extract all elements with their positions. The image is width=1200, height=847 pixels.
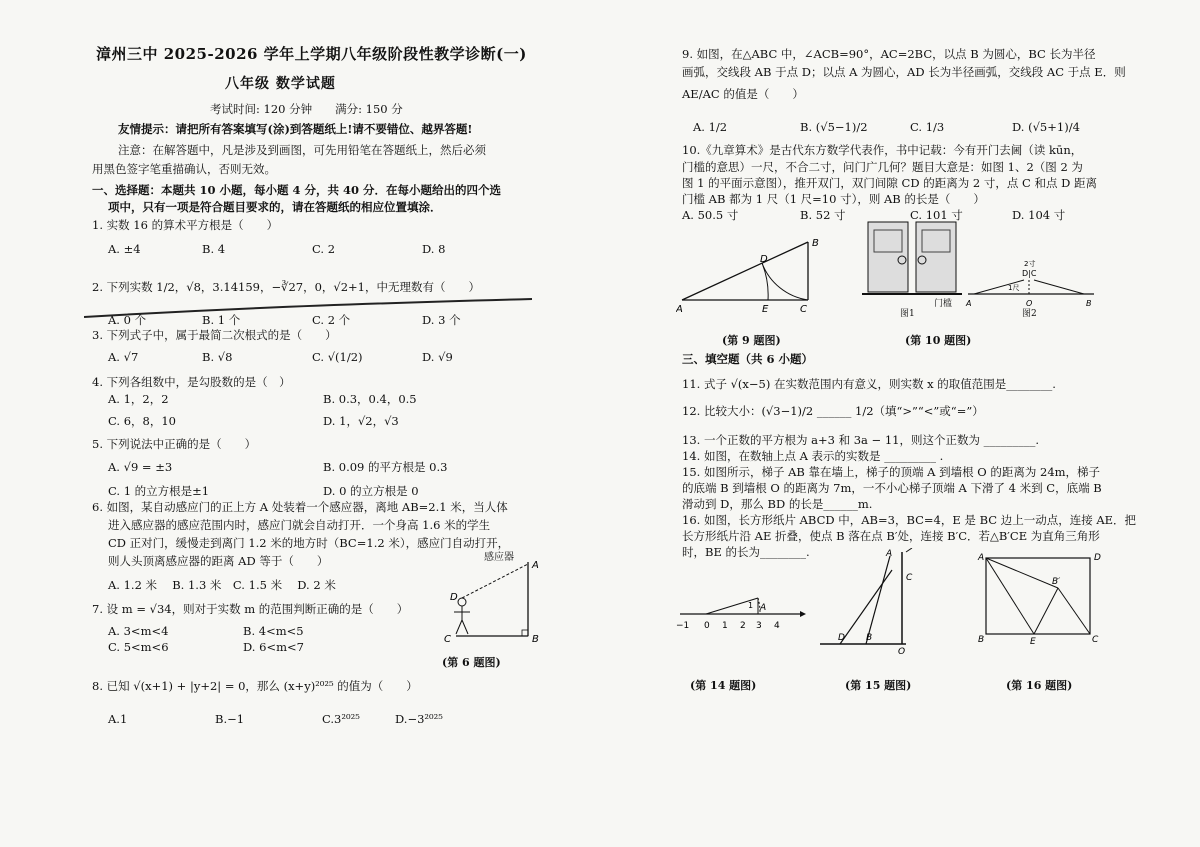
q4-option-a: A. 1，2，2	[108, 392, 169, 406]
torn-edge-line	[84, 295, 534, 321]
q15-figure	[820, 548, 920, 658]
q9-option-c: C. 1/3	[910, 120, 945, 134]
q7-option-d: D. 6<m<7	[243, 640, 304, 654]
svg-text:A: A	[886, 549, 893, 559]
exam-subtitle: 八年级 数学试题	[225, 76, 336, 92]
q3-stem: 3. 下列式子中，属于最简二次根式的是（ ）	[92, 328, 337, 342]
q10-option-b: B. 52 寸	[800, 208, 846, 222]
q9-figure	[676, 236, 826, 318]
q10-fig1-label: 图1	[900, 309, 915, 319]
q3-option-a: A. √7	[108, 350, 139, 364]
q3-option-b: B. √8	[202, 350, 233, 364]
svg-text:B′: B′	[1052, 577, 1061, 587]
svg-text:D: D	[760, 254, 768, 265]
q2-option-c: C. 2 个	[312, 313, 351, 327]
q4-option-b: B. 0.3，0.4，0.5	[323, 392, 417, 406]
svg-text:2寸: 2寸	[1024, 260, 1036, 268]
q9-option-b: B. (√5−1)/2	[800, 120, 868, 134]
q6-options: A. 1.2 米 B. 1.3 米 C. 1.5 米 D. 2 米	[108, 578, 336, 592]
q5-option-c: C. 1 的立方根是±1	[108, 484, 210, 498]
q5-option-a: A. √9 = ±3	[108, 460, 173, 474]
q14: 14. 如图，在数轴上点 A 表示的实数是 _________ .	[682, 449, 944, 463]
q15-line-3: 滑动到 D，那么 BD 的长是______m.	[682, 497, 873, 511]
q16-line-3: 时，BE 的长为________.	[682, 545, 810, 559]
svg-text:A: A	[532, 560, 539, 571]
q15-line-2: 的底端 B 到墙根 O 的距离为 7m，一不小心梯子顶端 A 下滑了 4 米到 C，底端 B	[682, 481, 1102, 495]
q10-fig2-label: 图2	[1022, 309, 1037, 319]
q1-option-b: B. 4	[202, 242, 226, 256]
q16-caption: (第 16 题图)	[1006, 679, 1073, 692]
q2-stem: 2. 下列实数 1/2，√8，3.14159，−∛27，0，√2+1，中无理数有（ ）	[92, 280, 480, 294]
q8-option-a: A.1	[108, 712, 128, 726]
q6-caption: (第 6 题图)	[442, 656, 501, 669]
svg-text:D|C: D|C	[1022, 269, 1037, 278]
q1-option-c: C. 2	[312, 242, 336, 256]
q6-stem-3: CD 正对门，缓慢走到离门 1.2 米的地方时（BC=1.2 米），感应门自动打开，	[108, 536, 510, 550]
section3-title: 三、填空题（共 6 小题）	[682, 352, 814, 366]
svg-text:B: B	[812, 238, 819, 249]
svg-text:3: 3	[756, 621, 762, 631]
q3-option-c: C. √(1/2)	[312, 350, 363, 364]
q10-option-c: C. 101 寸	[910, 208, 963, 222]
svg-text:−1: −1	[676, 621, 690, 631]
svg-text:B: B	[532, 634, 539, 645]
q1-stem: 1. 实数 16 的算术平方根是（ ）	[92, 218, 279, 232]
q7-option-a: A. 3<m<4	[108, 624, 169, 638]
q6-stem-1: 6. 如图，某自动感应门的正上方 A 处装着一个感应器，离地 AB=2.1 米，当人体	[92, 500, 508, 514]
q9-option-d: D. (√5+1)/4	[1012, 120, 1080, 134]
q6-stem-4: 则人头顶离感应器的距离 AD 等于（ ）	[108, 554, 329, 568]
svg-text:A: A	[966, 299, 972, 308]
svg-text:B: B	[866, 633, 873, 643]
q10-stem-1: 10.《九章算术》是古代东方数学代表作，书中记载：今有开门去阃（读 kūn，	[682, 143, 1083, 157]
svg-text:1: 1	[748, 601, 754, 610]
svg-text:C: C	[444, 634, 451, 645]
q4-option-c: C. 6，8，10	[108, 414, 176, 428]
q13: 13. 一个正数的平方根为 a+3 和 3a − 11，则这个正数为 _________.	[682, 433, 1040, 447]
q2-option-d: D. 3 个	[422, 313, 461, 327]
q10-figure-2	[964, 252, 1100, 308]
svg-text:D: D	[838, 633, 845, 643]
q10-option-d: D. 104 寸	[1012, 208, 1066, 222]
q5-stem: 5. 下列说法中正确的是（ ）	[92, 437, 257, 451]
q14-caption: (第 14 题图)	[690, 679, 757, 692]
q10-threshold-label: 门槛	[934, 299, 953, 309]
q3-option-d: D. √9	[422, 350, 453, 364]
svg-text:A: A	[760, 603, 767, 613]
q9-option-a: A. 1/2	[693, 120, 728, 134]
q9-stem-1: 9. 如图，在△ABC 中，∠ACB=90°，AC=2BC，以点 B 为圆心，BC 长为半径	[682, 47, 1096, 61]
q9-stem-3: AE/AC 的值是（ ）	[682, 87, 804, 101]
svg-text:O: O	[898, 647, 906, 657]
q8-option-c: C.3²⁰²⁵	[322, 712, 360, 726]
q4-stem: 4. 下列各组数中，是勾股数的是（ ）	[92, 375, 291, 389]
svg-text:0: 0	[704, 621, 710, 631]
q12: 12. 比较大小：(√3−1)/2 ______ 1/2（填“>”“<”或“=”）	[682, 404, 984, 418]
q16-line-2: 长方形纸片沿 AE 折叠，使点 B 落在点 B′处，连接 B′C．若△B′CE 为直角三角形	[682, 529, 1100, 543]
q5-option-d: D. 0 的立方根是 0	[323, 484, 419, 498]
svg-text:D: D	[450, 592, 458, 603]
q1-option-d: D. 8	[422, 242, 446, 256]
svg-text:O: O	[1026, 299, 1033, 308]
q8-option-b: B.−1	[215, 712, 245, 726]
svg-text:C: C	[800, 304, 807, 315]
svg-text:A: A	[978, 553, 985, 563]
section1-title-line2: 项中，只有一项是符合题目要求的，请在答题纸的相应位置填涂．	[108, 200, 442, 214]
q10-caption: (第 10 题图)	[905, 334, 972, 347]
q5-option-b: B. 0.09 的平方根是 0.3	[323, 460, 448, 474]
svg-text:A: A	[676, 304, 683, 315]
note-line-1: 注意：在解答题中，凡是涉及到画图，可先用铅笔在答题纸上，然后必须	[118, 143, 486, 157]
q10-stem-2: 门槛的意思）一尺，不合二寸，问门广几何？题目大意是：如图 1、2（图 2 为	[682, 160, 1083, 174]
q9-caption: (第 9 题图)	[722, 334, 781, 347]
q10-figure-1	[862, 218, 962, 304]
q8-option-d: D.−3²⁰²⁵	[395, 712, 443, 726]
svg-text:E: E	[1030, 637, 1036, 647]
svg-text:B: B	[978, 635, 985, 645]
svg-text:D: D	[1094, 553, 1101, 563]
svg-text:1: 1	[722, 621, 728, 631]
q9-stem-2: 画弧，交线段 AB 于点 D；以点 A 为圆心，AD 长为半径画弧，交线段 AC 于点 E．则	[682, 65, 1126, 79]
q2-option-a: A. 0 个	[108, 313, 147, 327]
q6-figure	[436, 560, 546, 650]
q6-stem-2: 进入感应器的感应范围内时，感应门就会自动打开．一个身高 1.6 米的学生	[108, 518, 491, 532]
friendly-tip: 友情提示：请把所有答案填写(涂)到答题纸上!请不要错位、越界答题!	[118, 122, 473, 136]
q4-option-d: D. 1，√2，√3	[323, 414, 399, 428]
q14-figure	[676, 588, 806, 638]
svg-text:B: B	[1086, 299, 1092, 308]
q15-line-1: 15. 如图所示，梯子 AB 靠在墙上，梯子的顶端 A 到墙根 O 的距离为 24m，梯子	[682, 465, 1101, 479]
exam-title: 漳州三中 2025-2026 学年上学期八年级阶段性教学诊断(一)	[96, 45, 527, 63]
q15-caption: (第 15 题图)	[845, 679, 912, 692]
svg-text:2: 2	[740, 621, 746, 631]
q10-option-a: A. 50.5 寸	[682, 208, 739, 222]
svg-text:C: C	[1092, 635, 1099, 645]
section1-title-line1: 一、选择题：本题共 10 小题，每小题 4 分，共 40 分．在每小题给出的四个选	[92, 183, 502, 197]
svg-text:4: 4	[774, 621, 780, 631]
q6-sensor-label: 感应器	[484, 552, 514, 563]
exam-info: 考试时间: 120 分钟 满分: 150 分	[210, 102, 403, 116]
q7-stem: 7. 设 m = √34，则对于实数 m 的范围判断正确的是（ ）	[92, 602, 409, 616]
q16-line-1: 16. 如图，长方形纸片 ABCD 中，AB=3，BC=4，E 是 BC 边上一动点，连接 AE．把	[682, 513, 1137, 527]
q10-stem-4: 门槛 AB 都为 1 尺（1 尺=10 寸），则 AB 的长是（ ）	[682, 192, 985, 206]
q2-option-b: B. 1 个	[202, 313, 241, 327]
svg-text:E: E	[762, 304, 769, 315]
q10-stem-3: 图 1 的平面示意图），推开双门，双门间隙 CD 的距离为 2 寸，点 C 和点 D 距离	[682, 176, 1097, 190]
q1-option-a: A. ±4	[108, 242, 141, 256]
q8-stem: 8. 已知 √(x+1) + |y+2| = 0，那么 (x+y)²⁰²⁵ 的值为（ ）	[92, 679, 418, 693]
svg-text:1尺: 1尺	[1008, 284, 1020, 292]
note-line-2: 用黑色签字笔重描确认，否则无效。	[92, 162, 276, 176]
svg-text:C: C	[906, 573, 913, 583]
q16-figure	[976, 548, 1106, 648]
q11: 11. 式子 √(x−5) 在实数范围内有意义，则实数 x 的取值范围是________.	[682, 377, 1056, 391]
q7-option-c: C. 5<m<6	[108, 640, 169, 654]
q7-option-b: B. 4<m<5	[243, 624, 304, 638]
